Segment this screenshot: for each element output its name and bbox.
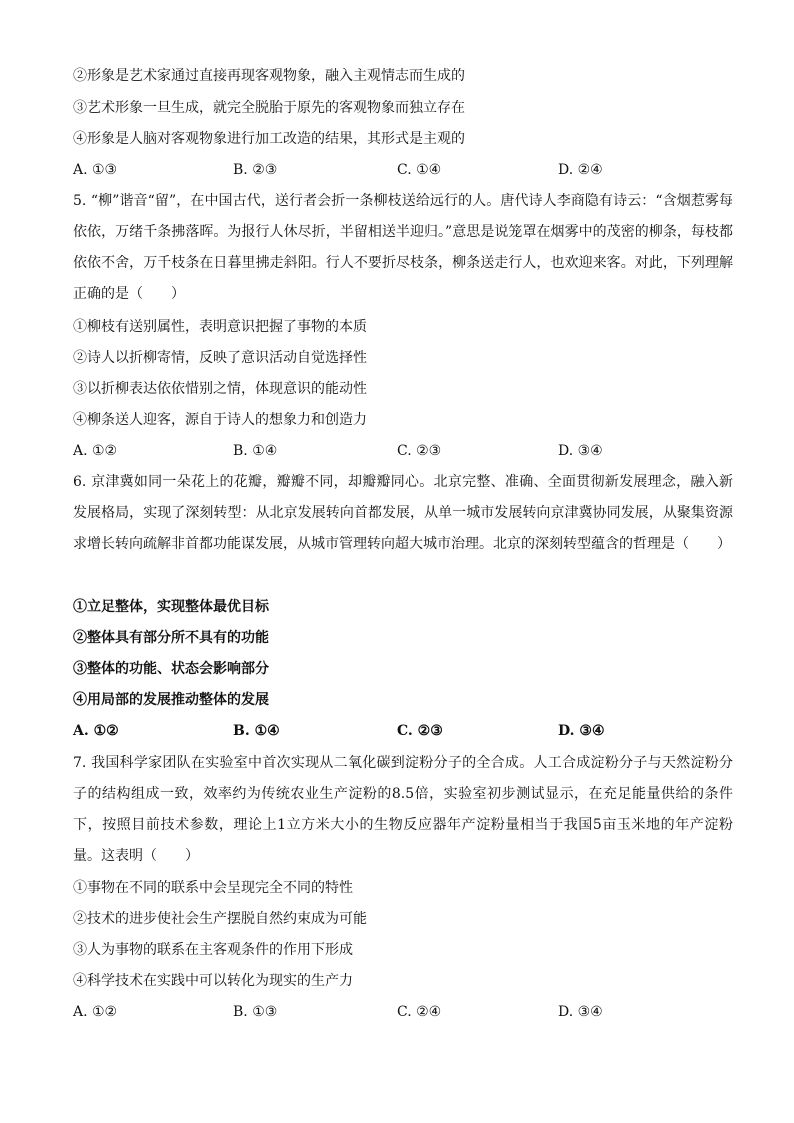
q5-stem: 5. “柳”谐音“留”，在中国古代，送行者会折一条柳枝送给远行的人。唐代诗人李商隐有诗云：“含烟惹雾每依依，万绪千条拂落晖。为报行人休尽折，半留相送半迎归。”意思是说笼罩在烟雾中的茂密的柳条，每枝都依依不舍，万千枝条在日暮里拂走斜阳。行人不要折尽枝条，柳条送走行人，也欢迎来客。对此，下列理解正确的是（ ）	[73, 193, 733, 302]
q4-option-d[interactable]: D. ②④	[558, 162, 603, 178]
q6-statement-1: ①立足整体，实现整体最优目标	[73, 599, 269, 615]
q7-statement-4: ④科学技术在实践中可以转化为现实的生产力	[73, 973, 353, 989]
q5-statement-4: ④柳条送人迎客，源自于诗人的想象力和创造力	[73, 412, 367, 428]
q5-statement-2: ②诗人以折柳寄情，反映了意识活动自觉选择性	[73, 350, 367, 366]
q5-option-d[interactable]: D. ③④	[558, 443, 603, 459]
q7-statement-3: ③人为事物的联系在主客观条件的作用下形成	[73, 942, 353, 958]
q7-stem: 7. 我国科学家团队在实验室中首次实现从二氧化碳到淀粉分子的全合成。人工合成淀粉分子与天然淀粉分子的结构组成一致，效率约为传统农业生产淀粉的8.5倍，实验室初步测试显示，在充足能量供给的条件下，按照目前技术参数，理论上1立方米大小的生物反应器年产淀粉量相当于我国5亩玉米地的年产淀粉量。这表明（ ）	[73, 755, 733, 864]
q4-options	[73, 160, 733, 180]
q6-option-b[interactable]: B. ①④	[233, 723, 280, 739]
q6-option-d[interactable]: D. ③④	[558, 723, 605, 739]
q5-option-a[interactable]: A. ①②	[73, 443, 118, 459]
q5-option-c[interactable]: C. ②③	[397, 443, 442, 459]
q5-options	[73, 441, 733, 461]
q6-statement-3: ③整体的功能、状态会影响部分	[73, 661, 269, 677]
q4-option-c[interactable]: C. ①④	[397, 162, 442, 178]
q5-statement-1: ①柳枝有送别属性，表明意识把握了事物的本质	[73, 319, 367, 335]
q4-option-b[interactable]: B. ②③	[233, 162, 278, 178]
q6-statement-2: ②整体具有部分所不具有的功能	[73, 630, 269, 646]
q4-statement-2: ②形象是艺术家通过直接再现客观物象，融入主观情志而生成的	[73, 68, 465, 84]
q4-statement-4: ④形象是人脑对客观物象进行加工改造的结果，其形式是主观的	[73, 131, 465, 147]
q5-statement-3: ③以折柳表达依依惜别之情，体现意识的能动性	[73, 381, 367, 397]
q7-option-c[interactable]: C. ②④	[397, 1004, 442, 1020]
q6-option-a[interactable]: A. ①②	[73, 723, 119, 739]
q7-options	[73, 1002, 733, 1022]
q7-option-b[interactable]: B. ①③	[233, 1004, 278, 1020]
q4-option-a[interactable]: A. ①③	[73, 162, 118, 178]
q6-option-c[interactable]: C. ②③	[397, 723, 443, 739]
q4-statement-3: ③艺术形象一旦生成，就完全脱胎于原先的客观物象而独立存在	[73, 100, 465, 116]
q5-option-b[interactable]: B. ①④	[233, 443, 278, 459]
q7-option-d[interactable]: D. ③④	[558, 1004, 603, 1020]
q6-statement-4: ④用局部的发展推动整体的发展	[73, 692, 269, 708]
q7-option-a[interactable]: A. ①②	[73, 1004, 118, 1020]
q7-statement-1: ①事物在不同的联系中会呈现完全不同的特性	[73, 880, 353, 896]
q7-statement-2: ②技术的进步使社会生产摆脱自然约束成为可能	[73, 911, 367, 927]
q6-stem: 6. 京津冀如同一朵花上的花瓣，瓣瓣不同，却瓣瓣同心。北京完整、准确、全面贯彻新发展理念，融入新发展格局，实现了深刻转型：从北京发展转向首都发展，从单一城市发展转向京津冀协同发展，从聚集资源求增长转向疏解非首都功能谋发展，从城市管理转向超大城市治理。北京的深刻转型蕴含的哲理是（ ）	[73, 474, 733, 552]
q6-options	[73, 721, 733, 741]
